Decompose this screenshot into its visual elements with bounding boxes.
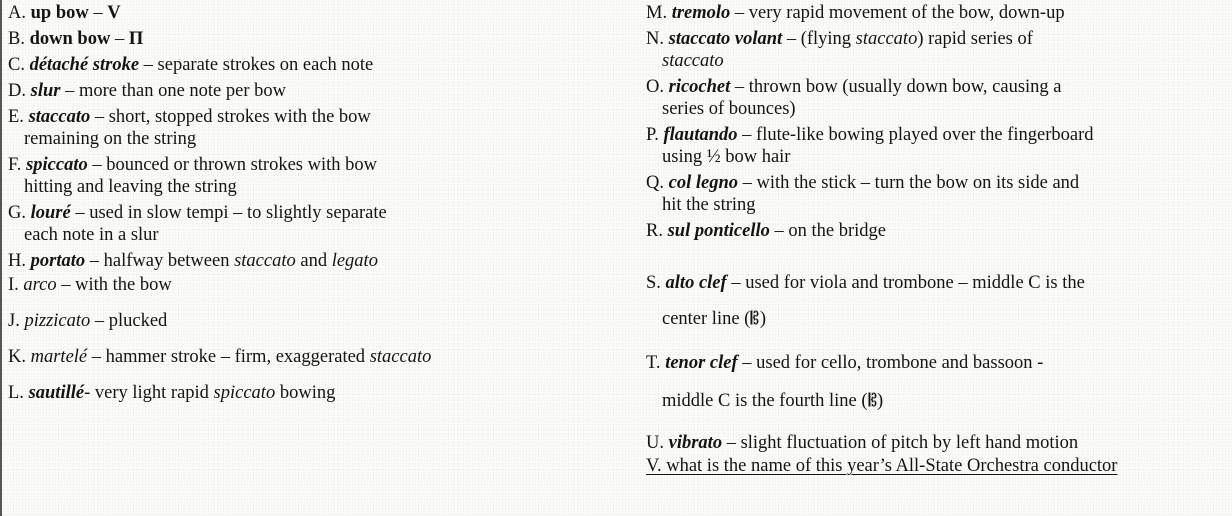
term-line — [8, 106, 371, 128]
term-text: – thrown bow (usually down bow, causing a — [730, 77, 1062, 97]
term-text: martelé — [30, 347, 88, 367]
term-text: – (flying — [782, 29, 856, 49]
term-continuation-line — [24, 224, 159, 246]
term-text: F. — [8, 155, 27, 175]
term-text: remaining on the string — [24, 129, 197, 149]
term-continuation-line — [24, 128, 196, 150]
term-text: N. — [646, 29, 669, 49]
term-text: J. — [8, 311, 25, 331]
term-name: louré — [30, 203, 71, 223]
term-line — [646, 2, 1065, 24]
term-continuation-line — [662, 194, 756, 216]
term-text: L. — [8, 383, 29, 403]
term-line — [646, 28, 1033, 50]
term-text: using ½ bow hair — [662, 147, 791, 167]
term-continuation-line — [662, 146, 790, 168]
term-line — [646, 432, 1078, 454]
term-line — [8, 310, 167, 332]
term-text: – slight fluctuation of pitch by left hand motion — [722, 433, 1079, 453]
term-name: vibrato — [668, 433, 723, 453]
term-text: arco — [23, 275, 57, 295]
term-line — [8, 54, 373, 76]
term-line — [8, 80, 286, 102]
term-text: R. — [646, 221, 668, 241]
term-text: T. — [646, 353, 666, 373]
term-text: – halfway between — [85, 251, 235, 271]
term-text: I. — [8, 275, 24, 295]
term-text: legato — [331, 251, 378, 271]
term-text: – bounced or thrown strokes with bow — [87, 155, 377, 175]
term-text: – used in slow tempi – to slightly separate — [70, 203, 387, 223]
term-text: – — [88, 3, 108, 23]
term-text: – on the bridge — [769, 221, 886, 241]
term-text: C. — [8, 55, 30, 75]
term-text: center line ( — [662, 309, 751, 329]
term-text: E. — [8, 107, 29, 127]
term-name: spiccato — [26, 155, 88, 175]
term-name: tenor clef — [665, 353, 738, 373]
term-name: sautillé — [28, 383, 85, 403]
term-text: – more than one note per bow — [60, 81, 286, 101]
term-continuation-line — [662, 98, 796, 120]
term-line — [8, 346, 431, 368]
term-name: staccato — [28, 107, 91, 127]
term-name: up bow — [30, 3, 89, 23]
term-text: ) — [759, 309, 767, 329]
c-clef-icon: 𝄡 — [750, 309, 760, 328]
term-line — [8, 154, 377, 176]
term-text: ) rapid series of — [917, 29, 1033, 49]
page-border — [0, 0, 2, 516]
term-name: tremolo — [671, 3, 731, 23]
term-text: – separate strokes on each note — [139, 55, 374, 75]
term-text: – used for viola and trombone – middle C is the — [726, 273, 1085, 293]
term-name: sul ponticello — [667, 221, 770, 241]
term-text: H. — [8, 251, 31, 271]
term-text: O. — [646, 77, 669, 97]
term-text: A. — [8, 3, 31, 23]
term-name: down bow — [29, 29, 111, 49]
term-line — [646, 124, 1094, 146]
term-name: V — [107, 3, 121, 23]
term-text: P. — [646, 125, 664, 145]
term-line — [646, 352, 1043, 374]
term-text: staccato — [369, 347, 432, 367]
term-text: bowing — [275, 383, 336, 403]
term-name: staccato volant — [668, 29, 783, 49]
term-continuation-line — [662, 390, 883, 412]
term-text: B. — [8, 29, 30, 49]
term-continuation-line — [24, 176, 237, 198]
term-text: – very rapid movement of the bow, down-up — [730, 3, 1065, 23]
term-text: series of bounces) — [662, 99, 796, 119]
term-name: col legno — [668, 173, 738, 193]
term-text: D. — [8, 81, 31, 101]
term-name: flautando — [663, 125, 738, 145]
term-text: – plucked — [90, 311, 168, 331]
term-name: ricochet — [668, 77, 731, 97]
term-line — [8, 202, 387, 224]
term-text: U. — [646, 433, 669, 453]
term-line — [646, 172, 1079, 194]
term-text: – used for cello, trombone and bassoon - — [737, 353, 1044, 373]
term-text: – flute-like bowing played over the fingerboard — [737, 125, 1094, 145]
term-text: M. — [646, 3, 672, 23]
term-name: Π — [128, 29, 144, 49]
term-text: hit the string — [662, 195, 756, 215]
term-text: - very light rapid — [84, 383, 214, 403]
term-text: K. — [8, 347, 31, 367]
term-text: S. — [646, 273, 666, 293]
term-text: – — [110, 29, 129, 49]
term-text: pizzicato — [24, 311, 91, 331]
term-line — [8, 382, 335, 404]
term-text: staccato — [662, 51, 724, 71]
term-line — [8, 274, 172, 296]
term-text: ) — [877, 391, 884, 411]
term-text: spiccato — [213, 383, 276, 403]
term-text: staccato — [234, 251, 296, 271]
term-line — [646, 455, 1117, 477]
term-name: alto clef — [665, 273, 727, 293]
term-continuation-line — [662, 50, 724, 72]
term-text: staccato — [855, 29, 918, 49]
term-text: – hammer stroke – firm, exaggerated — [87, 347, 370, 367]
term-name: slur — [30, 81, 61, 101]
term-line — [8, 28, 143, 50]
term-text: V. what is the name of this year’s All-State Orchestra conductor — [646, 456, 1118, 476]
term-name: portato — [30, 251, 86, 271]
term-line — [8, 250, 378, 272]
term-text: and — [295, 251, 332, 271]
term-name: détaché stroke — [29, 55, 140, 75]
term-line — [646, 220, 886, 242]
term-line — [8, 2, 121, 24]
term-text: G. — [8, 203, 31, 223]
term-text: hitting and leaving the string — [24, 177, 237, 197]
term-text: – with the stick – turn the bow on its side and — [738, 173, 1080, 193]
term-text: middle C is the fourth line ( — [662, 391, 868, 411]
term-text: – with the bow — [56, 275, 172, 295]
term-text: each note in a slur — [24, 225, 159, 245]
term-continuation-line — [662, 308, 766, 330]
term-line — [646, 272, 1085, 294]
term-line — [646, 76, 1062, 98]
c-clef-icon: 𝄡 — [868, 391, 877, 410]
term-text: Q. — [646, 173, 669, 193]
term-text: – short, stopped strokes with the bow — [90, 107, 371, 127]
